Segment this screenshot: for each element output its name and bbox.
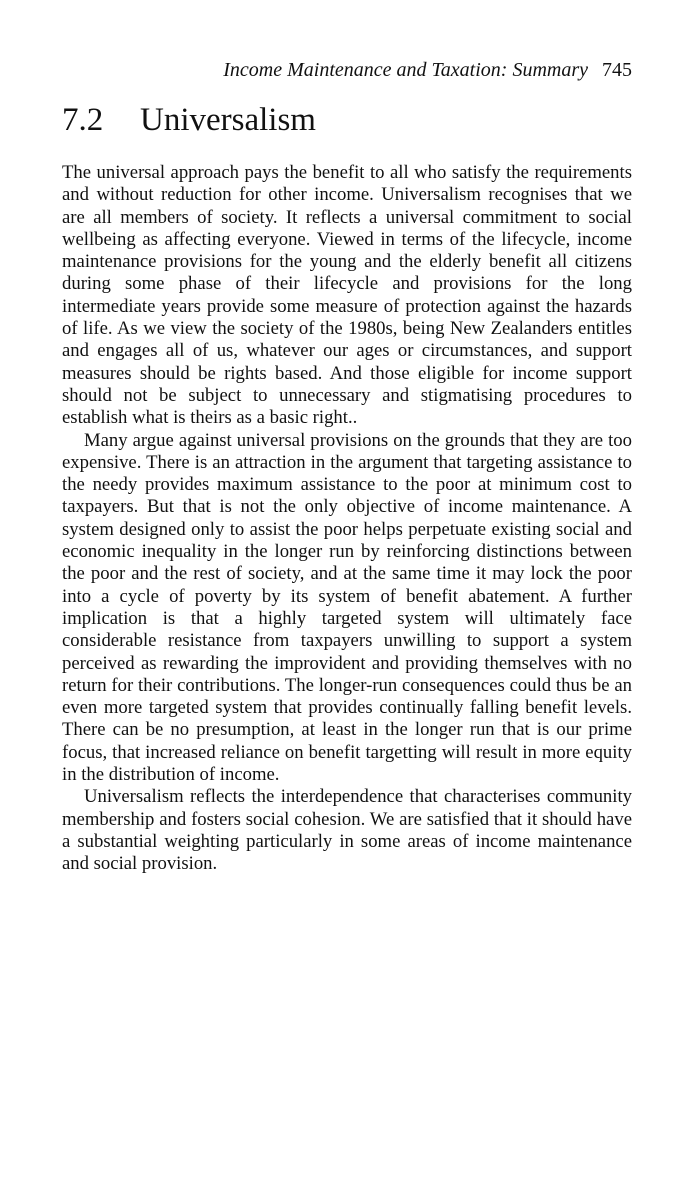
section-heading xyxy=(62,100,316,140)
section-title: Universalism xyxy=(140,102,316,138)
running-head xyxy=(62,58,632,82)
paragraph: The universal approach pays the benefit to all who satisfy the requirements and without reduction for other income. Universalism recognises that we are all members of society. It reflects a universal commitment to social wellbeing as affecting everyone. Viewed in terms of the lifecycle, income maintenance provisions for the young and the elderly benefit all citizens during some phase of their lifecycle and provisions for the long intermediate years provide some measure of protection against the hazards of life. As we view the society of the 1980s, being New Zealanders entitles and engages all of us, whatever our ages or circumstances, and support measures should be rights based. And those eligible for income support should not be subject to unnecessary and stigmatising procedures to establish what is theirs as a basic right.. xyxy=(62,162,632,429)
running-head-title: Income Maintenance and Taxation: Summary xyxy=(223,59,588,81)
body-text xyxy=(62,162,632,876)
paragraph: Universalism reflects the interdependence that characterises community membership and fosters social cohesion. We are satisfied that it should have a substantial weighting particularly in some areas of income maintenance and social provision. xyxy=(62,786,632,875)
paragraph: Many argue against universal provisions on the grounds that they are too expensive. There is an attraction in the argument that targeting assistance to the needy provides maximum assistance to the poor at minimum cost to taxpayers. But that is not the only objective of income maintenance. A system designed only to assist the poor helps perpetuate existing social and economic inequality in the longer run by reinforcing distinctions between the poor and the rest of society, and at the same time it may lock the poor into a cycle of poverty by its system of benefit abatement. A further implication is that a highly targeted system will ultimately face considerable resistance from taxpayers unwilling to support a system perceived as rewarding the improvident and providing themselves with no return for their contributions. The longer-run consequences could thus be an even more targeted system that provides continually falling benefit levels. There can be no presumption, at least in the longer run that is our prime focus, that increased reliance on benefit targetting will result in more equity in the distribution of income. xyxy=(62,429,632,786)
page-number: 745 xyxy=(602,59,632,81)
section-number: 7.2 xyxy=(62,102,104,138)
